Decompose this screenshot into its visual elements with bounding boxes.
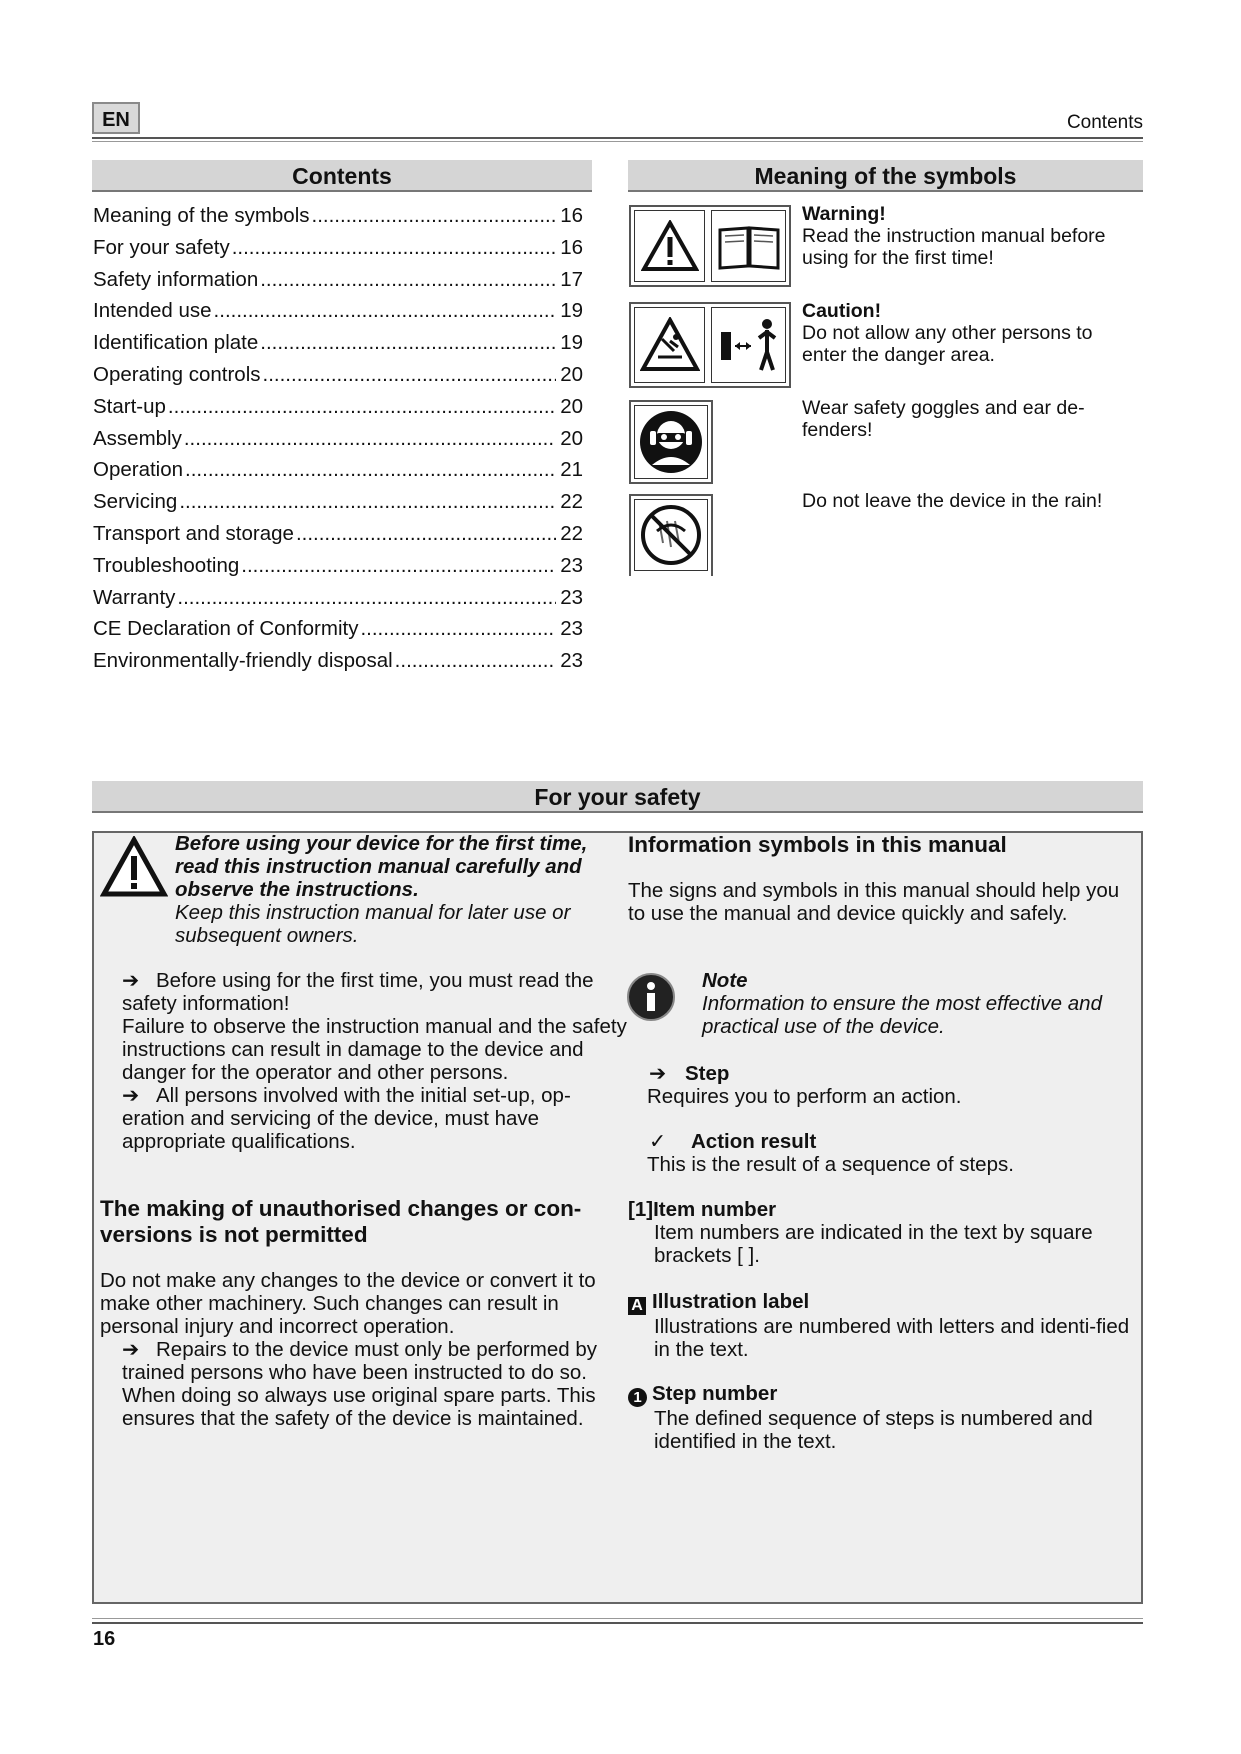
warning-text: Read the instruction manual before using for the first time! (802, 225, 1106, 269)
result-title: Action result (691, 1130, 817, 1153)
note-block (702, 969, 1132, 1038)
toc-entry-page: 22 (560, 521, 583, 545)
toc-leader-dots (263, 363, 557, 387)
toc-leader-dots (260, 268, 556, 292)
warning-description (802, 203, 1132, 269)
toc-entry (93, 617, 583, 649)
toc-leader-dots (179, 490, 556, 514)
toc-entry-page: 23 (560, 585, 583, 609)
toc-entry-label: Meaning of the symbols (93, 204, 310, 227)
goggles-text: Wear safety goggles and ear de-fenders! (802, 397, 1085, 441)
toc-leader-dots (232, 236, 556, 260)
rain-text: Do not leave the device in the rain! (802, 490, 1103, 512)
toc-leader-dots (184, 427, 556, 451)
header-rule-thin (92, 141, 1143, 142)
step-block (647, 1062, 1127, 1108)
no-rain-icon (634, 499, 708, 571)
illustration-marker: A (628, 1297, 646, 1315)
toc-entry-page: 17 (560, 267, 583, 291)
keep-distance-icon (711, 307, 786, 383)
toc-entry-label: Operating controls (93, 362, 261, 386)
warning-manual-symbol (629, 205, 791, 287)
toc-entry (93, 586, 583, 618)
warning-title: Warning! (802, 203, 886, 225)
failure-text: Failure to observe the instruction manual and the safety instructions can result in damage to the device and danger for the operator and other persons. (122, 1015, 627, 1084)
step-number-block (628, 1382, 1133, 1453)
safety-intro-italic: Keep this instruction manual for later use or subsequent owners. (175, 901, 571, 947)
item-prefix: [1] (628, 1198, 654, 1221)
caution-text: Do not allow any other persons to enter the danger area. (802, 322, 1093, 366)
toc-entry-page: 20 (560, 394, 583, 418)
toc-leader-dots (395, 649, 557, 673)
toc-entry-label: Transport and storage (93, 521, 294, 545)
info-symbols-heading: Information symbols in this manual (628, 832, 1007, 857)
toc-entry-label: Start-up (93, 394, 166, 418)
warning-icon (100, 836, 168, 903)
check-icon: ✓ (649, 1130, 667, 1153)
toc-entry-label: Servicing (93, 490, 178, 514)
toc-entry-page: 23 (560, 553, 583, 577)
toc-entry-label: Assembly (93, 426, 182, 450)
footer-rule (92, 1622, 1143, 1624)
footer-rule-thin (92, 1618, 1143, 1619)
hazard-triangle-icon (634, 307, 705, 383)
toc-leader-dots (260, 331, 556, 355)
arrow-icon: ➔ (122, 1084, 140, 1107)
changes-heading: The making of unauthorised changes or con-versions is not permitted (100, 1196, 582, 1247)
page-number: 16 (93, 1628, 116, 1650)
result-text: This is the result of a sequence of steps. (647, 1153, 1014, 1176)
toc-entry (93, 236, 583, 268)
note-text: Information to ensure the most effective and practical use of the device. (702, 992, 1102, 1038)
toc-entry (93, 649, 583, 681)
step-text: Requires you to perform an action. (647, 1085, 962, 1108)
toc-entry-page: 23 (560, 617, 583, 641)
toc-leader-dots (185, 458, 556, 482)
toc-entry-label: Operation (93, 458, 184, 482)
info-symbols-text: The signs and symbols in this manual should help you to use the manual and device quickly and safely. (628, 879, 1120, 925)
caution-title: Caution! (802, 300, 882, 322)
arrow-icon: ➔ (122, 1338, 140, 1361)
goggles-ear-defenders-icon (634, 405, 708, 479)
stepnum-title: Step number (652, 1382, 778, 1405)
manual-book-icon (711, 210, 786, 282)
toc-entry-label: For your safety (93, 235, 230, 259)
arrow-icon: ➔ (122, 969, 140, 992)
toc-leader-dots (214, 299, 557, 323)
toc-entry-label: Warranty (93, 585, 176, 609)
toc-entry-label: Safety information (93, 267, 259, 291)
toc-entry-page: 20 (560, 426, 583, 450)
caution-description (802, 300, 1132, 366)
changes-text: Do not make any changes to the device or convert it to make other machinery. Such changes can result in personal injury and incorrect operation. (100, 1269, 596, 1338)
running-header: Contents (1066, 112, 1143, 133)
item-title: Item number (653, 1198, 777, 1221)
toc-entry-label: Intended use (93, 299, 212, 323)
toc-leader-dots (360, 617, 556, 641)
toc-entry-label: Identification plate (93, 331, 259, 355)
toc-entry (93, 554, 583, 586)
safety-intro (175, 832, 605, 947)
toc-leader-dots (168, 395, 556, 419)
toc-entry (93, 363, 583, 395)
arrow-icon: ➔ (649, 1062, 667, 1085)
safety-heading: For your safety (92, 781, 1143, 813)
toc-entry-page: 22 (560, 490, 583, 514)
illustration-block (628, 1290, 1133, 1361)
caution-symbol (629, 302, 791, 388)
header-rule (92, 137, 1143, 139)
bullet-qualifications: ➔ All persons involved with the initial set-up, op-eration and servicing of the device, must have appropriate qualifications. (122, 1084, 571, 1153)
toc-entry (93, 395, 583, 427)
toc-entry (93, 427, 583, 459)
toc-entry-page: 23 (560, 649, 583, 673)
rain-symbol (629, 494, 713, 576)
contents-heading: Contents (92, 160, 592, 192)
safety-bullets-1 (122, 969, 627, 1153)
toc-leader-dots (241, 554, 556, 578)
illus-text: Illustrations are numbered with letters and identi-fied in the text. (654, 1315, 1130, 1361)
toc-entry (93, 299, 583, 331)
toc-entry (93, 331, 583, 363)
step-number-marker: 1 (628, 1388, 647, 1407)
goggles-symbol (629, 400, 713, 484)
toc-entry-page: 20 (560, 362, 583, 386)
bullet-repairs: ➔ Repairs to the device must only be performed by trained persons who have been instructed to do so. When doing so always use original spare parts. This ensures that the safety of the device is maintained. (122, 1338, 597, 1430)
symbols-heading: Meaning of the symbols (628, 160, 1143, 192)
toc-leader-dots (177, 586, 556, 610)
toc-entry-label: Troubleshooting (93, 553, 240, 577)
stepnum-text: The defined sequence of steps is numbered and identified in the text. (654, 1407, 1093, 1453)
toc-leader-dots (296, 522, 556, 546)
toc-entry-page: 16 (560, 235, 583, 259)
warning-triangle-icon (634, 210, 705, 282)
toc-leader-dots (312, 204, 557, 228)
toc-entry-page: 19 (560, 299, 583, 323)
step-title: Step (685, 1062, 730, 1085)
table-of-contents (93, 204, 583, 681)
toc-entry-label: Environmentally-friendly disposal (93, 649, 393, 673)
toc-entry (93, 204, 583, 236)
language-badge: EN (92, 102, 140, 134)
safety-intro-bold: Before using your device for the first time, read this instruction manual carefully and observe the instructions. (175, 832, 588, 901)
toc-entry (93, 522, 583, 554)
note-title: Note (702, 969, 748, 992)
toc-entry-page: 19 (560, 331, 583, 355)
toc-entry (93, 458, 583, 490)
toc-entry-page: 21 (560, 458, 583, 482)
toc-entry-label: CE Declaration of Conformity (93, 617, 359, 641)
illus-title: Illustration label (652, 1290, 810, 1313)
toc-entry-page: 16 (560, 204, 583, 227)
bullet-read-safety-info: ➔ Before using for the first time, you must read the safety information! (122, 969, 594, 1015)
item-text: Item numbers are indicated in the text by square brackets [ ]. (654, 1221, 1093, 1267)
item-number-block (628, 1198, 1133, 1267)
toc-entry (93, 268, 583, 300)
result-block (647, 1130, 1127, 1176)
toc-entry (93, 490, 583, 522)
info-icon (626, 972, 676, 1027)
